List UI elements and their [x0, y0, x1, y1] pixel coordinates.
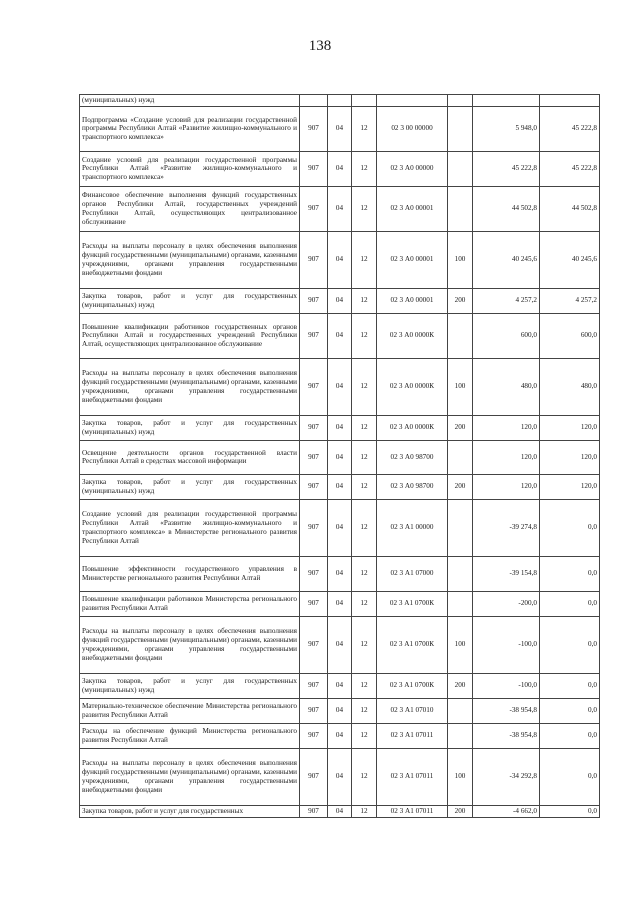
- cell-subsection: 12: [352, 591, 377, 616]
- cell-amount-change: -39 154,8: [473, 556, 540, 591]
- cell-expense-type: [448, 556, 473, 591]
- cell-expense-type: [448, 698, 473, 723]
- cell-expense-type: [448, 186, 473, 231]
- cell-amount-total: 0,0: [540, 616, 600, 673]
- cell-section: 04: [328, 440, 352, 474]
- cell-target-article: 02 3 А0 0000К: [377, 415, 448, 440]
- cell-target-article: 02 3 А1 07010: [377, 698, 448, 723]
- cell-admin-code: [300, 95, 328, 107]
- cell-subsection: 12: [352, 231, 377, 288]
- cell-admin-code: 907: [300, 616, 328, 673]
- table-row: [80, 499, 600, 556]
- cell-subsection: 12: [352, 151, 377, 186]
- table-row: [80, 95, 600, 107]
- cell-target-article: 02 3 А0 00001: [377, 186, 448, 231]
- cell-subsection: [352, 95, 377, 107]
- cell-expense-type: 100: [448, 616, 473, 673]
- cell-admin-code: 907: [300, 415, 328, 440]
- table-row: [80, 616, 600, 673]
- cell-expense-type: 200: [448, 415, 473, 440]
- table-row: [80, 673, 600, 698]
- cell-target-article: 02 3 А1 0700К: [377, 673, 448, 698]
- budget-table: [79, 94, 600, 818]
- table-row: [80, 556, 600, 591]
- cell-section: 04: [328, 474, 352, 499]
- cell-amount-change: 120,0: [473, 474, 540, 499]
- cell-expense-type: [448, 106, 473, 151]
- cell-section: 04: [328, 106, 352, 151]
- cell-target-article: 02 3 А0 00001: [377, 231, 448, 288]
- cell-amount-total: 45 222,8: [540, 106, 600, 151]
- row-description: Расходы на выплаты персоналу в целях обеспечения выполнения функций государственными (муниципальными) органами, казенными учреждениями, органами управления государственными внебюджетными фондами: [80, 231, 300, 288]
- cell-section: 04: [328, 358, 352, 415]
- cell-expense-type: 100: [448, 748, 473, 805]
- cell-expense-type: [448, 723, 473, 748]
- row-description: Создание условий для реализации государственной программы Республики Алтай «Развитие жилищно-коммунального и транспортного комплекса» в Министерстве регионального развития Республики Алтай: [80, 499, 300, 556]
- cell-admin-code: 907: [300, 748, 328, 805]
- cell-amount-total: 0,0: [540, 723, 600, 748]
- row-description: Расходы на выплаты персоналу в целях обеспечения выполнения функций государственными (муниципальными) органами, казенными учреждениями, органами управления государственными внебюджетными фондами: [80, 748, 300, 805]
- cell-admin-code: 907: [300, 723, 328, 748]
- row-description: Расходы на выплаты персоналу в целях обеспечения выполнения функций государственными (муниципальными) органами, казенными учреждениями, органами управления государственными внебюджетными фондами: [80, 358, 300, 415]
- cell-target-article: 02 3 А1 0700К: [377, 591, 448, 616]
- cell-amount-total: 120,0: [540, 440, 600, 474]
- cell-amount-change: 480,0: [473, 358, 540, 415]
- cell-target-article: 02 3 А0 98700: [377, 474, 448, 499]
- cell-target-article: 02 3 А1 07000: [377, 556, 448, 591]
- cell-target-article: 02 3 А0 00000: [377, 151, 448, 186]
- cell-target-article: 02 3 А0 00001: [377, 288, 448, 313]
- cell-amount-total: 480,0: [540, 358, 600, 415]
- cell-target-article: 02 3 А0 0000К: [377, 313, 448, 358]
- cell-expense-type: 200: [448, 673, 473, 698]
- cell-admin-code: 907: [300, 591, 328, 616]
- cell-admin-code: 907: [300, 499, 328, 556]
- cell-admin-code: 907: [300, 106, 328, 151]
- row-description: Освещение деятельности органов государственной власти Республики Алтай в средствах массовой информации: [80, 440, 300, 474]
- table-row: [80, 415, 600, 440]
- page-number: 138: [308, 38, 332, 54]
- cell-section: 04: [328, 231, 352, 288]
- cell-amount-change: [473, 95, 540, 107]
- row-description: Материально-техническое обеспечение Министерства регионального развития Республики Алтай: [80, 698, 300, 723]
- cell-amount-total: 0,0: [540, 805, 600, 817]
- cell-section: 04: [328, 616, 352, 673]
- cell-target-article: 02 3 А1 07011: [377, 748, 448, 805]
- cell-target-article: 02 3 А1 00000: [377, 499, 448, 556]
- cell-amount-total: 45 222,8: [540, 151, 600, 186]
- cell-expense-type: 200: [448, 288, 473, 313]
- row-description: Расходы на обеспечение функций Министерства регионального развития Республики Алтай: [80, 723, 300, 748]
- cell-amount-change: -4 662,0: [473, 805, 540, 817]
- table-row: [80, 106, 600, 151]
- cell-subsection: 12: [352, 723, 377, 748]
- cell-expense-type: 100: [448, 231, 473, 288]
- table-row: [80, 805, 600, 817]
- cell-amount-change: 5 948,0: [473, 106, 540, 151]
- cell-subsection: 12: [352, 358, 377, 415]
- cell-subsection: 12: [352, 556, 377, 591]
- cell-admin-code: 907: [300, 231, 328, 288]
- table-row: [80, 358, 600, 415]
- cell-section: 04: [328, 673, 352, 698]
- cell-expense-type: 200: [448, 474, 473, 499]
- cell-subsection: 12: [352, 748, 377, 805]
- cell-amount-total: [540, 95, 600, 107]
- cell-section: 04: [328, 723, 352, 748]
- row-description: Повышение квалификации работников государственных органов Республики Алтай и государственных учреждений Республики Алтай, осуществляющих централизованное обслуживание: [80, 313, 300, 358]
- table-row: [80, 474, 600, 499]
- cell-subsection: 12: [352, 186, 377, 231]
- table-row: [80, 591, 600, 616]
- cell-target-article: 02 3 А0 98700: [377, 440, 448, 474]
- row-description: Повышение эффективности государственного управления в Министерстве регионального развития Республики Алтай: [80, 556, 300, 591]
- cell-admin-code: 907: [300, 288, 328, 313]
- cell-expense-type: [448, 440, 473, 474]
- cell-subsection: 12: [352, 440, 377, 474]
- cell-admin-code: 907: [300, 358, 328, 415]
- cell-expense-type: [448, 95, 473, 107]
- table-row: [80, 723, 600, 748]
- cell-amount-change: 40 245,6: [473, 231, 540, 288]
- row-description: Повышение квалификации работников Министерства регионального развития Республики Алтай: [80, 591, 300, 616]
- cell-amount-change: 120,0: [473, 415, 540, 440]
- cell-admin-code: 907: [300, 474, 328, 499]
- cell-amount-change: -34 292,8: [473, 748, 540, 805]
- cell-admin-code: 907: [300, 805, 328, 817]
- table-row: [80, 151, 600, 186]
- cell-amount-change: -100,0: [473, 616, 540, 673]
- table-row: [80, 186, 600, 231]
- cell-section: 04: [328, 415, 352, 440]
- cell-expense-type: [448, 313, 473, 358]
- cell-admin-code: 907: [300, 186, 328, 231]
- cell-subsection: 12: [352, 698, 377, 723]
- cell-amount-total: 40 245,6: [540, 231, 600, 288]
- table-row: [80, 698, 600, 723]
- cell-subsection: 12: [352, 673, 377, 698]
- cell-amount-change: 600,0: [473, 313, 540, 358]
- cell-section: 04: [328, 556, 352, 591]
- cell-amount-total: 0,0: [540, 499, 600, 556]
- cell-amount-change: 4 257,2: [473, 288, 540, 313]
- row-description: Расходы на выплаты персоналу в целях обеспечения выполнения функций государственными (муниципальными) органами, казенными учреждениями, органами управления государственными внебюджетными фондами: [80, 616, 300, 673]
- row-description: Закупка товаров, работ и услуг для государственных (муниципальных) нужд: [80, 474, 300, 499]
- row-description: Закупка товаров, работ и услуг для государственных (муниципальных) нужд: [80, 415, 300, 440]
- cell-expense-type: [448, 151, 473, 186]
- cell-section: 04: [328, 591, 352, 616]
- table-row: [80, 748, 600, 805]
- cell-subsection: 12: [352, 313, 377, 358]
- table-row: [80, 313, 600, 358]
- cell-subsection: 12: [352, 415, 377, 440]
- cell-subsection: 12: [352, 474, 377, 499]
- cell-section: 04: [328, 698, 352, 723]
- cell-amount-change: 45 222,8: [473, 151, 540, 186]
- cell-amount-change: -200,0: [473, 591, 540, 616]
- cell-expense-type: [448, 499, 473, 556]
- cell-amount-total: 0,0: [540, 556, 600, 591]
- cell-subsection: 12: [352, 805, 377, 817]
- cell-amount-change: -39 274,8: [473, 499, 540, 556]
- cell-amount-total: 0,0: [540, 748, 600, 805]
- cell-amount-total: 0,0: [540, 591, 600, 616]
- row-description: Финансовое обеспечение выполнения функций государственных органов Республики Алтай, государственных учреждений Республики Алтай, осуществляющих централизованное обслуживание: [80, 186, 300, 231]
- cell-section: 04: [328, 313, 352, 358]
- cell-expense-type: 100: [448, 358, 473, 415]
- cell-section: 04: [328, 499, 352, 556]
- cell-amount-total: 44 502,8: [540, 186, 600, 231]
- row-description: Создание условий для реализации государственной программы Республики Алтай «Развитие жилищно-коммунального и транспортного комплекса»: [80, 151, 300, 186]
- cell-target-article: 02 3 А1 0700К: [377, 616, 448, 673]
- row-description: (муниципальных) нужд: [80, 95, 300, 107]
- cell-target-article: 02 3 А1 07011: [377, 805, 448, 817]
- cell-section: [328, 95, 352, 107]
- cell-amount-total: 0,0: [540, 698, 600, 723]
- cell-amount-change: -38 954,8: [473, 723, 540, 748]
- cell-amount-change: 44 502,8: [473, 186, 540, 231]
- row-description: Закупка товаров, работ и услуг для государственных (муниципальных) нужд: [80, 288, 300, 313]
- cell-target-article: 02 3 А1 07011: [377, 723, 448, 748]
- cell-subsection: 12: [352, 288, 377, 313]
- cell-section: 04: [328, 186, 352, 231]
- cell-section: 04: [328, 805, 352, 817]
- row-description: Закупка товаров, работ и услуг для государственных: [80, 805, 300, 817]
- cell-admin-code: 907: [300, 151, 328, 186]
- cell-section: 04: [328, 748, 352, 805]
- row-description: Закупка товаров, работ и услуг для государственных (муниципальных) нужд: [80, 673, 300, 698]
- cell-amount-total: 120,0: [540, 474, 600, 499]
- table-row: [80, 231, 600, 288]
- cell-admin-code: 907: [300, 313, 328, 358]
- cell-amount-change: 120,0: [473, 440, 540, 474]
- cell-target-article: 02 3 00 00000: [377, 106, 448, 151]
- table-body: [80, 95, 600, 818]
- cell-section: 04: [328, 151, 352, 186]
- cell-admin-code: 907: [300, 556, 328, 591]
- row-description: Подпрограмма «Создание условий для реализации государственной программы Республики Алтай «Развитие жилищно-коммунального и транспортного комплекса»: [80, 106, 300, 151]
- cell-admin-code: 907: [300, 440, 328, 474]
- cell-admin-code: 907: [300, 698, 328, 723]
- cell-amount-change: -38 954,8: [473, 698, 540, 723]
- table-row: [80, 440, 600, 474]
- cell-amount-total: 600,0: [540, 313, 600, 358]
- table-row: [80, 288, 600, 313]
- cell-target-article: 02 3 А0 0000К: [377, 358, 448, 415]
- cell-target-article: [377, 95, 448, 107]
- cell-amount-total: 0,0: [540, 673, 600, 698]
- cell-subsection: 12: [352, 106, 377, 151]
- cell-amount-total: 120,0: [540, 415, 600, 440]
- cell-subsection: 12: [352, 616, 377, 673]
- cell-amount-total: 4 257,2: [540, 288, 600, 313]
- cell-amount-change: -100,0: [473, 673, 540, 698]
- cell-admin-code: 907: [300, 673, 328, 698]
- cell-expense-type: 200: [448, 805, 473, 817]
- cell-expense-type: [448, 591, 473, 616]
- cell-subsection: 12: [352, 499, 377, 556]
- cell-section: 04: [328, 288, 352, 313]
